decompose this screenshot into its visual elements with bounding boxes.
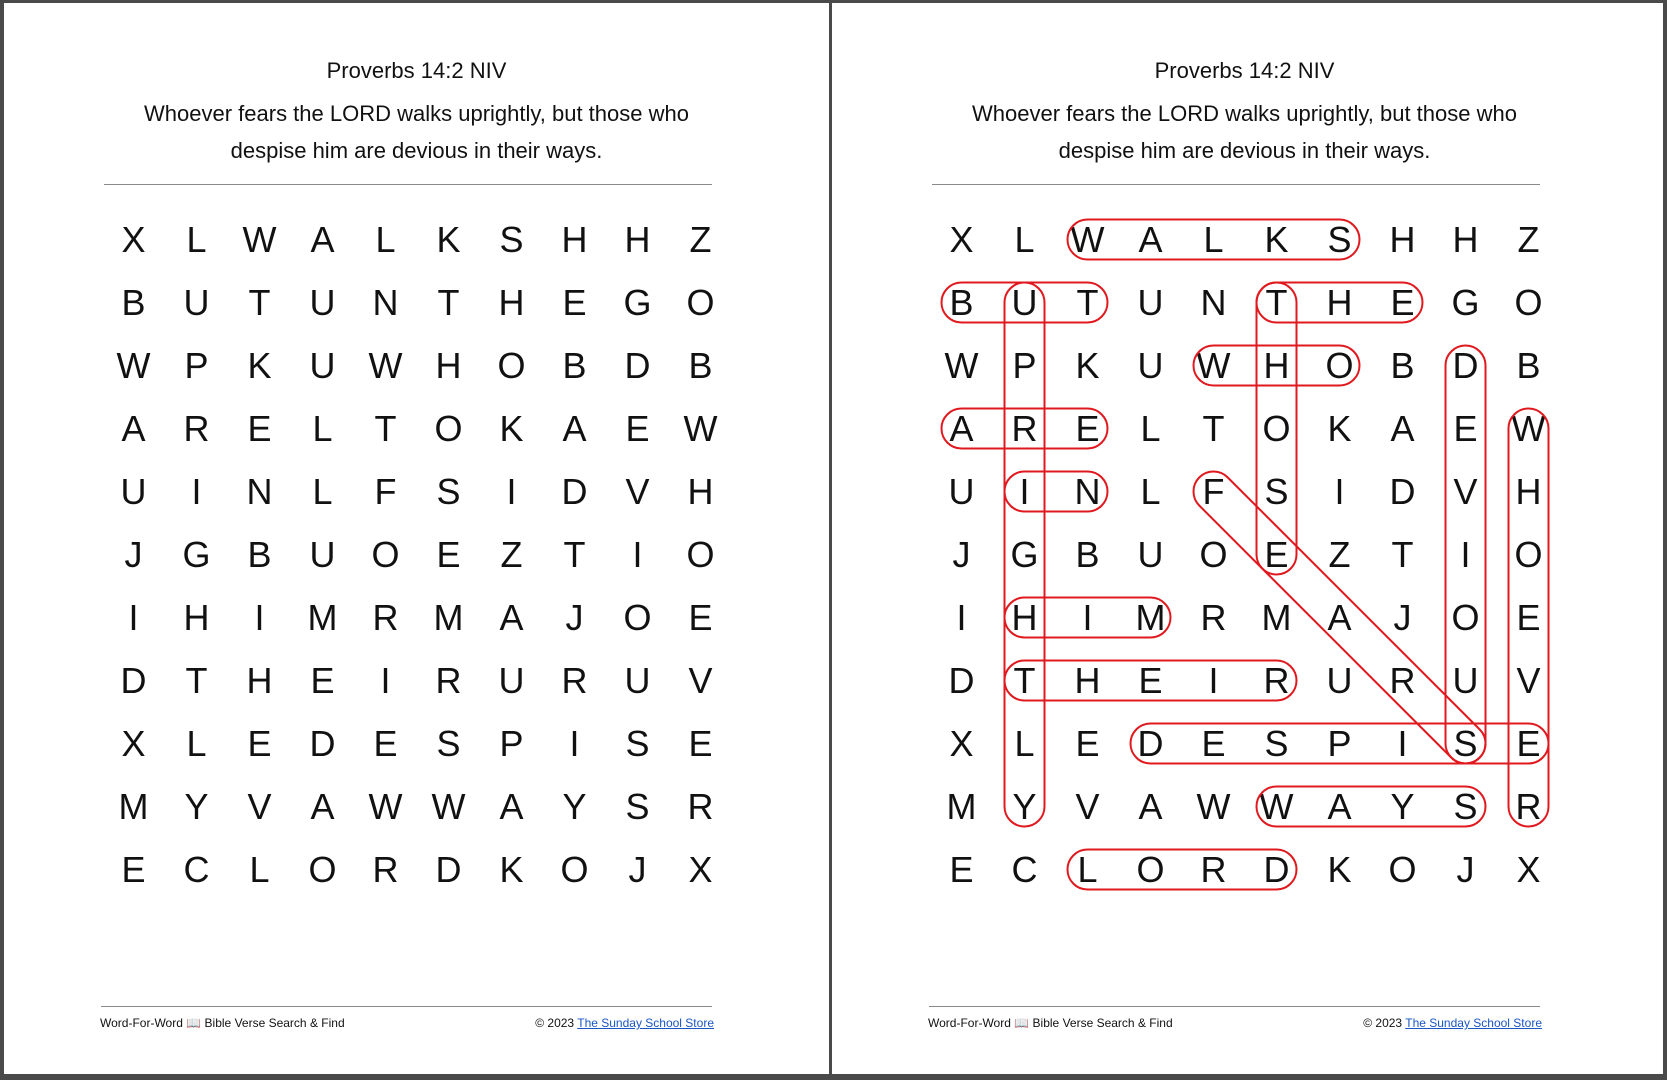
grid-letter: B xyxy=(688,345,713,386)
grid-letter: R xyxy=(372,849,399,890)
grid-letter: L xyxy=(312,408,333,449)
grid-letter: H xyxy=(1074,660,1101,701)
grid-letter: A xyxy=(1138,219,1163,260)
grid-letter: B xyxy=(121,282,146,323)
grid-letter: R xyxy=(183,408,210,449)
copyright-text: © 2023 xyxy=(535,1016,575,1030)
grid-letter: N xyxy=(372,282,399,323)
grid-letter: Y xyxy=(1390,786,1415,827)
grid-letter: L xyxy=(1203,219,1224,260)
grid-letter: U xyxy=(309,345,336,386)
grid-letter: J xyxy=(628,849,647,890)
grid-letter: S xyxy=(1453,786,1478,827)
grid-letter: R xyxy=(1263,660,1290,701)
grid-letter: O xyxy=(434,408,463,449)
grid-letter: W xyxy=(1070,219,1105,260)
grid-letter: E xyxy=(688,597,713,638)
grid-letter: H xyxy=(498,282,525,323)
grid-letter: E xyxy=(436,534,461,575)
grid-letter: B xyxy=(1075,534,1100,575)
verse-reference: Proverbs 14:2 NIV xyxy=(326,58,507,83)
grid-letter: Y xyxy=(562,786,587,827)
grid-letter: V xyxy=(688,660,713,701)
grid-letter: A xyxy=(121,408,146,449)
grid-letter: E xyxy=(1453,408,1478,449)
grid-letter: R xyxy=(561,660,588,701)
grid-letter: E xyxy=(949,849,974,890)
grid-letter: S xyxy=(1264,723,1289,764)
grid-letter: J xyxy=(565,597,584,638)
footer-title xyxy=(100,1016,345,1030)
grid-letter: T xyxy=(563,534,586,575)
footer-subtitle: Bible Verse Search & Find xyxy=(204,1016,345,1030)
grid-letter: L xyxy=(186,219,207,260)
verse-text: Whoever fears the LORD walks uprightly, but those who despise him are devious in their ways. xyxy=(972,101,1517,163)
grid-letter: X xyxy=(949,219,974,260)
grid-letter: H xyxy=(1011,597,1038,638)
grid-letter: H xyxy=(246,660,273,701)
grid-letter: J xyxy=(1393,597,1412,638)
grid-letter: T xyxy=(1076,282,1099,323)
grid-letter: S xyxy=(436,471,461,512)
grid-letter: E xyxy=(1516,597,1541,638)
grid-letter: C xyxy=(1011,849,1038,890)
grid-letter: D xyxy=(948,660,975,701)
grid-letter: T xyxy=(1202,408,1225,449)
grid-letter: W xyxy=(1259,786,1294,827)
grid-letter: O xyxy=(1451,597,1480,638)
grid-letter: M xyxy=(433,597,464,638)
grid-letter: K xyxy=(1327,408,1352,449)
letter-grid-solved xyxy=(930,208,1560,901)
grid-letter: G xyxy=(623,282,652,323)
grid-letter: E xyxy=(562,282,587,323)
grid-letter: B xyxy=(247,534,272,575)
grid-letter: E xyxy=(1264,534,1289,575)
grid-letter: O xyxy=(1514,534,1543,575)
grid-letter: U xyxy=(1452,660,1479,701)
grid-letter: T xyxy=(185,660,208,701)
grid-letter: D xyxy=(624,345,651,386)
grid-letter: K xyxy=(499,849,524,890)
grid-letter: R xyxy=(1200,597,1227,638)
grid-letter: L xyxy=(1077,849,1098,890)
footer-title xyxy=(928,1016,1173,1030)
grid-letter: U xyxy=(948,471,975,512)
grid-letter: T xyxy=(1391,534,1414,575)
grid-letter: J xyxy=(952,534,971,575)
verse-heading xyxy=(4,55,829,169)
footer-brand: Word-For-Word xyxy=(928,1016,1011,1030)
grid-letter: Y xyxy=(1012,786,1037,827)
footer-divider xyxy=(101,1006,712,1007)
grid-letter: O xyxy=(1388,849,1417,890)
grid-letter: I xyxy=(632,534,643,575)
grid-letter: K xyxy=(1327,849,1352,890)
grid-letter: W xyxy=(116,345,151,386)
grid-letter: X xyxy=(121,723,146,764)
grid-letter: Z xyxy=(689,219,712,260)
grid-letter: U xyxy=(1326,660,1353,701)
grid-letter: O xyxy=(1199,534,1228,575)
grid-letter: B xyxy=(1390,345,1415,386)
grid-letter: E xyxy=(625,408,650,449)
grid-letter: H xyxy=(435,345,462,386)
grid-letter: I xyxy=(1460,534,1471,575)
sunday-school-store-link[interactable]: The Sunday School Store xyxy=(1405,1016,1542,1030)
answer-key-page xyxy=(832,3,1663,1074)
grid-letter: I xyxy=(1019,471,1030,512)
grid-letter: J xyxy=(1456,849,1475,890)
grid-letter: A xyxy=(949,408,974,449)
grid-letter: O xyxy=(1514,282,1543,323)
copyright-text: © 2023 xyxy=(1363,1016,1403,1030)
grid-letter: U xyxy=(309,534,336,575)
grid-letter: H xyxy=(1389,219,1416,260)
grid-letter: W xyxy=(368,786,403,827)
grid-letter: O xyxy=(686,282,715,323)
grid-letter: S xyxy=(499,219,524,260)
grid-letter: O xyxy=(308,849,337,890)
footer-brand: Word-For-Word xyxy=(100,1016,183,1030)
grid-letter: V xyxy=(1453,471,1478,512)
grid-letter: S xyxy=(1453,723,1478,764)
grid-letter: P xyxy=(184,345,209,386)
grid-letter: U xyxy=(624,660,651,701)
grid-letter: W xyxy=(944,345,979,386)
grid-letter: Z xyxy=(500,534,523,575)
grid-letter: A xyxy=(310,219,335,260)
grid-letter: K xyxy=(1264,219,1289,260)
grid-letter: E xyxy=(247,723,272,764)
grid-letter: H xyxy=(1515,471,1542,512)
grid-letter: W xyxy=(1511,408,1546,449)
divider xyxy=(104,184,712,185)
grid-letter: V xyxy=(247,786,272,827)
grid-letter: B xyxy=(949,282,974,323)
grid-letter: M xyxy=(118,786,149,827)
grid-letter: G xyxy=(1010,534,1039,575)
grid-letter: L xyxy=(1014,723,1035,764)
grid-letter: U xyxy=(183,282,210,323)
grid-letter: Z xyxy=(1328,534,1351,575)
grid-letter: P xyxy=(1012,345,1037,386)
grid-letter: H xyxy=(1263,345,1290,386)
grid-letter: U xyxy=(498,660,525,701)
grid-letter: D xyxy=(309,723,336,764)
grid-letter: G xyxy=(182,534,211,575)
grid-letter: A xyxy=(1138,786,1163,827)
grid-letter: W xyxy=(368,345,403,386)
grid-letter: M xyxy=(1135,597,1166,638)
grid-letter: I xyxy=(191,471,202,512)
grid-letter: N xyxy=(1074,471,1101,512)
grid-letter: A xyxy=(1327,786,1352,827)
grid-letter: I xyxy=(1208,660,1219,701)
footer-divider xyxy=(929,1006,1540,1007)
grid-letter: O xyxy=(1325,345,1354,386)
grid-letter: D xyxy=(435,849,462,890)
grid-letter: I xyxy=(128,597,139,638)
grid-letter: K xyxy=(436,219,461,260)
grid-letter: S xyxy=(436,723,461,764)
grid-letter: W xyxy=(242,219,277,260)
divider xyxy=(932,184,1540,185)
grid-letter: U xyxy=(120,471,147,512)
grid-letter: X xyxy=(121,219,146,260)
grid-letter: E xyxy=(1075,723,1100,764)
grid-letter: F xyxy=(1202,471,1225,512)
grid-letter: E xyxy=(1201,723,1226,764)
grid-letter: I xyxy=(254,597,265,638)
verse-heading xyxy=(832,55,1663,169)
grid-letter: G xyxy=(1451,282,1480,323)
grid-letter: A xyxy=(562,408,587,449)
grid-letter: E xyxy=(121,849,146,890)
grid-letter: V xyxy=(1516,660,1541,701)
grid-letter: S xyxy=(625,786,650,827)
grid-letter: H xyxy=(183,597,210,638)
grid-letter: S xyxy=(1327,219,1352,260)
grid-letter: B xyxy=(562,345,587,386)
grid-letter: U xyxy=(309,282,336,323)
grid-letter: B xyxy=(1516,345,1541,386)
grid-letter: L xyxy=(1014,219,1035,260)
grid-letter: O xyxy=(1262,408,1291,449)
grid-letter: O xyxy=(560,849,589,890)
grid-letter: D xyxy=(1389,471,1416,512)
grid-letter: W xyxy=(431,786,466,827)
grid-letter: D xyxy=(1137,723,1164,764)
footer-subtitle: Bible Verse Search & Find xyxy=(1032,1016,1173,1030)
grid-letter: U xyxy=(1137,534,1164,575)
grid-letter: K xyxy=(247,345,272,386)
grid-letter: H xyxy=(561,219,588,260)
grid-letter: E xyxy=(1075,408,1100,449)
sunday-school-store-link[interactable]: The Sunday School Store xyxy=(577,1016,714,1030)
grid-letter: T xyxy=(1013,660,1036,701)
grid-letter: D xyxy=(561,471,588,512)
footer-copyright xyxy=(535,1016,714,1030)
grid-letter: N xyxy=(1200,282,1227,323)
grid-letter: V xyxy=(1075,786,1100,827)
grid-letter: I xyxy=(1082,597,1093,638)
grid-letter: F xyxy=(374,471,397,512)
grid-letter: S xyxy=(1264,471,1289,512)
grid-letter: M xyxy=(946,786,977,827)
grid-letter: A xyxy=(499,786,524,827)
grid-letter: E xyxy=(247,408,272,449)
grid-letter: O xyxy=(623,597,652,638)
grid-letter: U xyxy=(1011,282,1038,323)
grid-letter: T xyxy=(437,282,460,323)
grid-letter: I xyxy=(380,660,391,701)
grid-letter: L xyxy=(375,219,396,260)
grid-letter: K xyxy=(499,408,524,449)
grid-letter: R xyxy=(372,597,399,638)
grid-letter: T xyxy=(374,408,397,449)
letter-grid xyxy=(102,208,732,901)
grid-letter: N xyxy=(246,471,273,512)
grid-letter: A xyxy=(1327,597,1352,638)
grid-letter: O xyxy=(1136,849,1165,890)
grid-letter: I xyxy=(956,597,967,638)
grid-letter: H xyxy=(1326,282,1353,323)
grid-letter: M xyxy=(1261,597,1292,638)
grid-letter: E xyxy=(310,660,335,701)
grid-letter: W xyxy=(683,408,718,449)
open-book-icon: 📖 xyxy=(1014,1016,1030,1030)
verse-text: Whoever fears the LORD walks uprightly, but those who despise him are devious in their ways. xyxy=(144,101,689,163)
grid-letter: S xyxy=(625,723,650,764)
grid-letter: A xyxy=(499,597,524,638)
grid-letter: R xyxy=(1011,408,1038,449)
grid-letter: Z xyxy=(1517,219,1540,260)
grid-letter: H xyxy=(624,219,651,260)
grid-letter: R xyxy=(1200,849,1227,890)
grid-letter: V xyxy=(625,471,650,512)
grid-letter: L xyxy=(1140,471,1161,512)
grid-letter: E xyxy=(688,723,713,764)
grid-letter: H xyxy=(1452,219,1479,260)
grid-letter: I xyxy=(569,723,580,764)
grid-letter: X xyxy=(1516,849,1541,890)
grid-letter: P xyxy=(1327,723,1352,764)
open-book-icon: 📖 xyxy=(186,1016,202,1030)
grid-letter: E xyxy=(1390,282,1415,323)
grid-letter: K xyxy=(1075,345,1100,386)
grid-letter: M xyxy=(307,597,338,638)
grid-letter: O xyxy=(686,534,715,575)
grid-letter: I xyxy=(506,471,517,512)
grid-letter: L xyxy=(1140,408,1161,449)
verse-reference: Proverbs 14:2 NIV xyxy=(1154,58,1335,83)
grid-letter: O xyxy=(371,534,400,575)
puzzle-page xyxy=(4,3,829,1074)
grid-letter: L xyxy=(186,723,207,764)
grid-letter: U xyxy=(1137,282,1164,323)
grid-letter: W xyxy=(1196,345,1231,386)
grid-letter: E xyxy=(1516,723,1541,764)
grid-letter: J xyxy=(124,534,143,575)
grid-letter: H xyxy=(687,471,714,512)
grid-letter: U xyxy=(1137,345,1164,386)
grid-letter: D xyxy=(120,660,147,701)
grid-letter: I xyxy=(1397,723,1408,764)
grid-letter: D xyxy=(1452,345,1479,386)
grid-letter: T xyxy=(1265,282,1288,323)
grid-letter: P xyxy=(499,723,524,764)
grid-letter: C xyxy=(183,849,210,890)
grid-letter: R xyxy=(1389,660,1416,701)
grid-letter: E xyxy=(373,723,398,764)
grid-letter: X xyxy=(949,723,974,764)
grid-letter: A xyxy=(1390,408,1415,449)
grid-letter: L xyxy=(249,849,270,890)
grid-letter: D xyxy=(1263,849,1290,890)
grid-letter: Y xyxy=(184,786,209,827)
grid-letter: I xyxy=(1334,471,1345,512)
grid-letter: R xyxy=(435,660,462,701)
grid-letter: X xyxy=(688,849,713,890)
grid-letter: A xyxy=(310,786,335,827)
grid-letter: R xyxy=(687,786,714,827)
grid-letter: W xyxy=(1196,786,1231,827)
grid-letter: R xyxy=(1515,786,1542,827)
footer-copyright xyxy=(1363,1016,1542,1030)
grid-letter: L xyxy=(312,471,333,512)
grid-letter: O xyxy=(497,345,526,386)
grid-letter: E xyxy=(1138,660,1163,701)
grid-letter: T xyxy=(248,282,271,323)
